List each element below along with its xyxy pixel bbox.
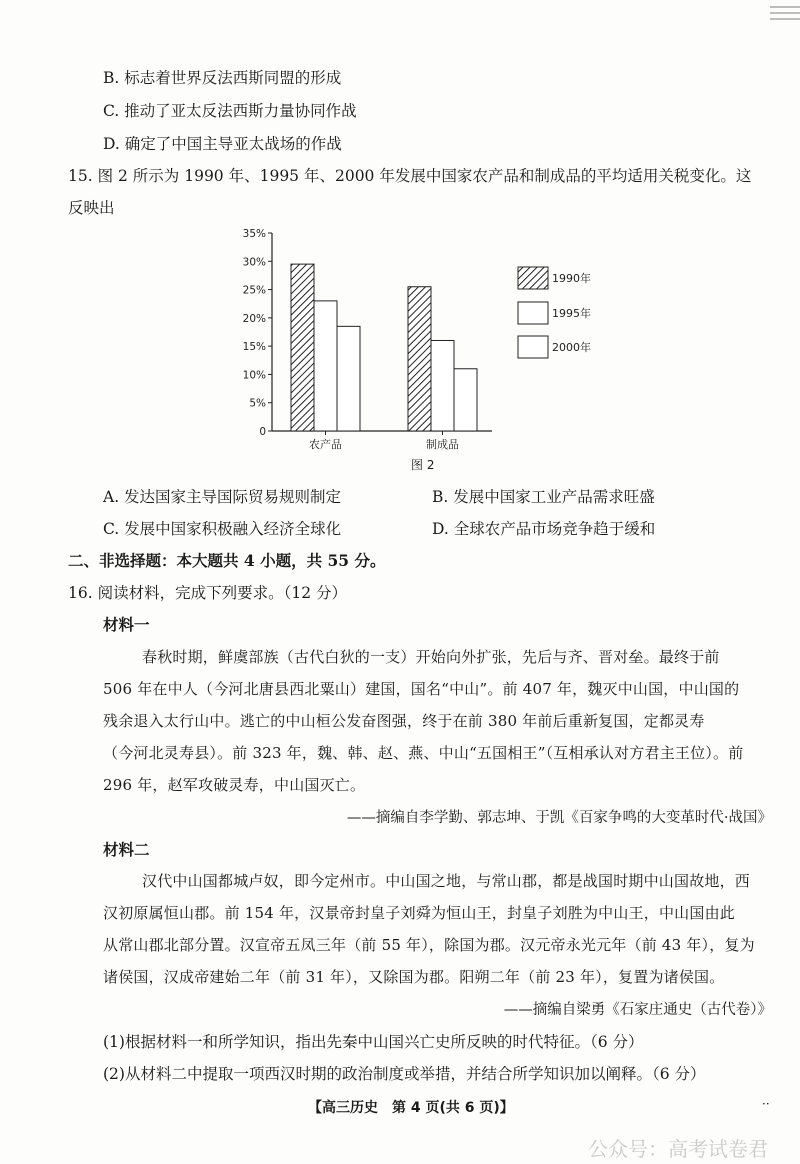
y-tick-label: 15% — [242, 341, 266, 354]
material1-line: 506 年在中人（今河北唐县西北粟山）建国，国名“中山”。前 407 年，魏灭中山国，中山国的 — [103, 680, 740, 698]
material1-line: 296 年，赵军攻破灵寿，中山国灭亡。 — [103, 776, 366, 794]
q15-stem-line1: 15. 图 2 所示为 1990 年、1995 年、2000 年发展中国家农产品和制成品的平均适用关税变化。这 — [68, 167, 752, 185]
option-d-prev: D. 确定了中国主导亚太战场的作战 — [103, 135, 342, 153]
material2-line: 从常山郡北部分置。汉宣帝五凤三年（前 55 年），除国为郡。汉元帝永光元年（前 43 年），复为 — [103, 936, 755, 954]
q16-subquestion-2: (2)从材料二中提取一项西汉时期的政治制度或举措，并结合所学知识加以阐释。（6 分） — [103, 1065, 706, 1083]
chart-category-labels — [309, 431, 459, 450]
x-tick-label: 农产品 — [309, 438, 342, 450]
q15-stem-line2: 反映出 — [68, 199, 115, 217]
chart-legend — [518, 267, 591, 358]
y-tick-label: 5% — [249, 397, 266, 410]
footer-mark: ·· — [762, 1097, 770, 1111]
chart-bars — [291, 264, 477, 431]
bar-1990年-制成品 — [408, 287, 431, 431]
bar-2000年-农产品 — [337, 326, 360, 431]
option-b-prev: B. 标志着世界反法西斯同盟的形成 — [103, 69, 342, 87]
section2-heading: 二、非选择题：本大题共 4 小题，共 55 分。 — [68, 551, 386, 570]
y-tick-label: 10% — [242, 369, 266, 382]
bar-1995年-农产品 — [314, 301, 337, 431]
material1-source: ——摘编自李学勤、郭志坤、于凯《百家争鸣的大变革时代·战国》 — [346, 810, 772, 826]
y-tick-label: 25% — [242, 284, 266, 297]
chart-y-ticks — [243, 228, 272, 438]
q15-option-c: C. 发展中国家积极融入经济全球化 — [103, 520, 342, 538]
legend-swatch — [518, 336, 548, 358]
bar-2000年-制成品 — [454, 369, 477, 431]
y-tick-label: 0 — [259, 426, 266, 438]
material2-line: 诸侯国，汉成帝建始二年（前 31 年），又除国为郡。阳朔二年（前 23 年），复置为诸侯国。 — [103, 968, 725, 986]
material2-line: 汉代中山国都城卢奴，即今定州市。中山国之地，与常山郡，都是战国时期中山国故地，西 — [142, 872, 751, 890]
q15-option-d: D. 全球农产品市场竞争趋于缓和 — [432, 520, 656, 538]
q15-option-a: A. 发达国家主导国际贸易规则制定 — [103, 488, 342, 506]
option-c-prev: C. 推动了亚太反法西斯力量协同作战 — [103, 102, 357, 120]
y-tick-label: 20% — [242, 312, 266, 325]
legend-label: 1995年 — [552, 307, 591, 320]
material1-line: （今河北灵寿县）。前 323 年，魏、韩、赵、燕、中山“五国相王”（互相承认对方君主王位）。前 — [103, 744, 744, 762]
q16-title: 16. 阅读材料，完成下列要求。（12 分） — [68, 584, 347, 602]
y-tick-label: 30% — [242, 256, 266, 269]
material1-line: 春秋时期，鲜虞部族（古代白狄的一支）开始向外扩张，先后与齐、晋对垒。最终于前 — [142, 648, 720, 666]
figure-caption: 图 2 — [411, 458, 435, 472]
bar-1990年-农产品 — [291, 264, 314, 431]
material1-line: 残余退入太行山中。逃亡的中山桓公发奋图强，终于在前 380 年前后重新复国，定都灵寿 — [103, 712, 705, 730]
legend-label: 1990年 — [552, 272, 591, 285]
q15-option-b: B. 发展中国家工业产品需求旺盛 — [432, 488, 655, 506]
watermark-menu-icon — [770, 2, 800, 22]
q16-subquestion-1: (1)根据材料一和所学知识，指出先秦中山国兴亡史所反映的时代特征。（6 分） — [103, 1033, 644, 1051]
legend-swatch — [518, 302, 548, 324]
legend-swatch — [518, 267, 548, 289]
material1-label: 材料一 — [103, 615, 150, 634]
material2-source: ——摘编自梁勇《石家庄通史（古代卷）》 — [503, 1002, 772, 1018]
y-tick-label: 35% — [242, 228, 266, 240]
x-tick-label: 制成品 — [426, 438, 459, 450]
legend-label: 2000年 — [552, 341, 591, 354]
tariff-bar-chart — [230, 220, 630, 450]
page-footer: 【高三历史 第 4 页(共 6 页)】 — [308, 1100, 514, 1116]
material2-line: 汉初原属恒山郡。前 154 年，汉景帝封皇子刘舜为恒山王，封皇子刘胜为中山王，中山国由此 — [103, 904, 735, 922]
material2-label: 材料二 — [103, 840, 150, 859]
bar-1995年-制成品 — [431, 340, 454, 431]
watermark-text: 公众号：高考试卷君 — [588, 1137, 768, 1161]
